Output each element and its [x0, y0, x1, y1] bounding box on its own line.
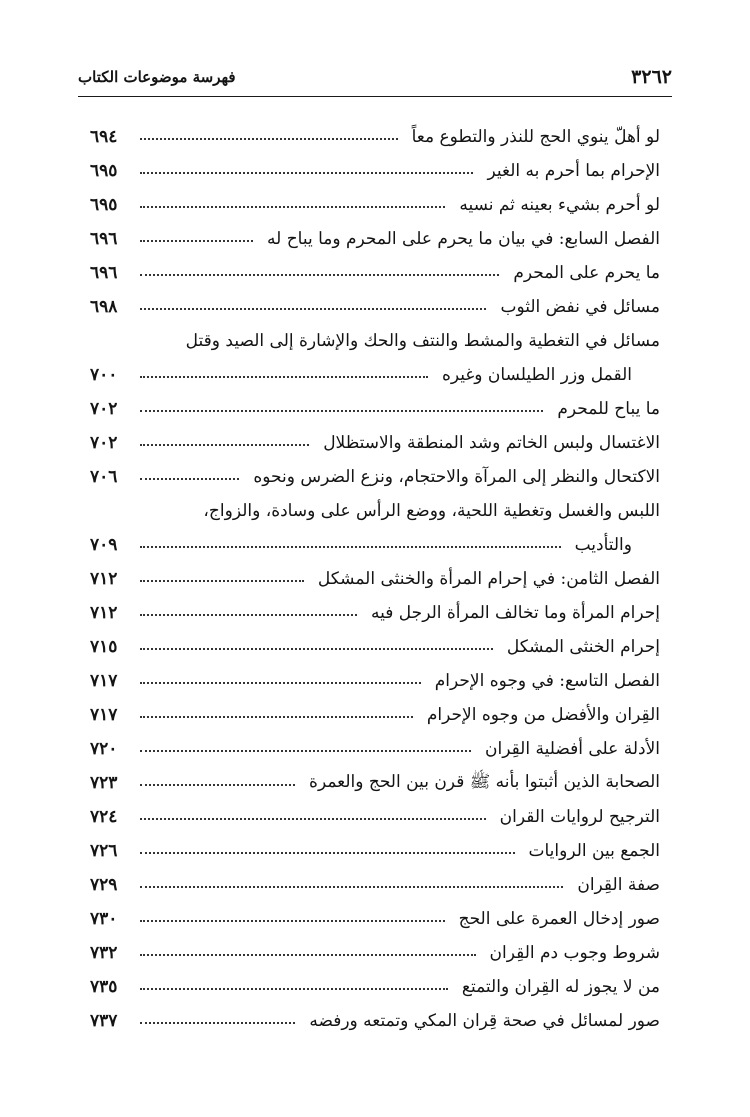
toc-entry — [90, 868, 660, 902]
toc-entry-page: ٦٩٤ — [90, 127, 118, 147]
toc-entry-title: الإحرام بما أحرم به الغير — [487, 161, 660, 181]
toc-entry — [90, 970, 660, 1004]
dot-leader — [140, 580, 304, 582]
toc-entry-page: ٦٩٦ — [90, 263, 118, 283]
toc-entry — [90, 834, 660, 868]
toc-entry-title: اللبس والغسل وتغطية اللحية، ووضع الرأس على وسادة، والزواج، — [203, 501, 660, 521]
toc-entry-continuation — [90, 528, 632, 562]
toc-entry — [90, 154, 660, 188]
toc-entry-title: والتأديب — [574, 535, 632, 555]
toc-entry-title: القمل وزر الطيلسان وغيره — [442, 365, 632, 385]
dot-leader — [140, 1022, 295, 1024]
toc-entry-page: ٧٣٥ — [90, 977, 118, 997]
dot-leader — [140, 818, 486, 820]
toc-entry-title: صفة القِران — [577, 875, 660, 895]
dot-leader — [140, 444, 309, 446]
toc-entry — [90, 732, 660, 766]
dot-leader — [140, 138, 398, 140]
toc-entry-page: ٧٣٠ — [90, 909, 118, 929]
toc-entry — [90, 630, 660, 664]
dot-leader — [140, 240, 253, 242]
toc-entry — [90, 256, 660, 290]
dot-leader — [140, 274, 499, 276]
toc-entry — [90, 902, 660, 936]
toc-entry — [90, 120, 660, 154]
toc-entry-page: ٧٠٢ — [90, 399, 118, 419]
toc-entry-page: ٦٩٥ — [90, 161, 118, 181]
toc-entry-page: ٧٢٦ — [90, 841, 118, 861]
toc-entry-page: ٧١٧ — [90, 705, 118, 725]
toc-entry-page: ٧٠٦ — [90, 467, 118, 487]
toc-entry-title: إحرام المرأة وما تخالف المرأة الرجل فيه — [371, 603, 660, 623]
toc-entry-page: ٧٢٣ — [90, 773, 118, 793]
toc-entry — [90, 392, 660, 426]
toc-entry-page: ٧٠٩ — [90, 535, 118, 555]
dot-leader — [140, 852, 515, 854]
dot-leader — [140, 410, 543, 412]
running-title: فهرسة موضوعات الكتاب — [78, 68, 236, 86]
toc-entry — [90, 698, 660, 732]
toc-entry — [90, 800, 660, 834]
toc-entry-title: لو أحرم بشيء بعينه ثم نسيه — [459, 195, 660, 215]
toc-entry-page: ٧٢٩ — [90, 875, 118, 895]
toc-entry-page: ٧٣٧ — [90, 1011, 118, 1031]
toc-entry-continuation — [90, 358, 632, 392]
toc-entry — [90, 426, 660, 460]
toc-entry-title: صور إدخال العمرة على الحج — [458, 909, 660, 929]
toc-entry — [90, 596, 660, 630]
toc-entry-title: الفصل الثامن: في إحرام المرأة والخنثى المشكل — [317, 569, 660, 589]
toc-entry-title: ما يباح للمحرم — [557, 399, 660, 419]
toc-entry-title: مسائل في التغطية والمشط والنتف والحك والإشارة إلى الصيد وقتل — [185, 331, 660, 351]
toc-entry-page: ٧١٧ — [90, 671, 118, 691]
toc-entry — [90, 664, 660, 698]
toc-entry-title: صور لمسائل في صحة قِران المكي وتمتعه ورفضه — [309, 1011, 660, 1031]
toc-entry — [90, 222, 660, 256]
dot-leader — [140, 886, 563, 888]
toc-entry-title: من لا يجوز له القِران والتمتع — [461, 977, 660, 997]
toc-entry — [90, 936, 660, 970]
dot-leader — [140, 648, 493, 650]
toc-entry-page: ٧١٢ — [90, 569, 118, 589]
toc-entry-page: ٦٩٥ — [90, 195, 118, 215]
dot-leader — [140, 376, 428, 378]
dot-leader — [140, 988, 448, 990]
dot-leader — [140, 546, 561, 548]
toc-entry-title: مسائل في نفض الثوب — [500, 297, 660, 317]
dot-leader — [140, 172, 473, 174]
toc-entry — [90, 188, 660, 222]
toc-entry — [90, 1004, 660, 1038]
dot-leader — [140, 308, 486, 310]
toc-entry — [90, 562, 660, 596]
page-number: ٣٢٦٢ — [631, 66, 672, 88]
dot-leader — [140, 716, 413, 718]
toc-entry-title: الأدلة على أفضلية القِران — [485, 739, 660, 759]
toc-entry-page: ٧٢٠ — [90, 739, 118, 759]
toc-entry — [90, 290, 660, 324]
toc-entry-first-line — [90, 324, 660, 358]
toc-entry-title: إحرام الخنثى المشكل — [506, 637, 660, 657]
toc-entry-page: ٧٠٢ — [90, 433, 118, 453]
toc-entry-title: الاغتسال ولبس الخاتم وشد المنطقة والاستظلال — [323, 433, 660, 453]
toc-entry-title: شروط وجوب دم القِران — [489, 943, 660, 963]
toc-entry-title: الترجيح لروايات القران — [499, 807, 660, 827]
toc-entry-title: الصحابة الذين أثبتوا بأنه ﷺ قرن بين الحج والعمرة — [309, 771, 660, 792]
toc-entry — [90, 766, 660, 800]
toc-entry-page: ٧٠٠ — [90, 365, 118, 385]
dot-leader — [140, 682, 421, 684]
toc-entry-title: ما يحرم على المحرم — [513, 263, 660, 283]
toc-entry-page: ٦٩٨ — [90, 297, 118, 317]
dot-leader — [140, 920, 445, 922]
toc-entry-first-line — [90, 494, 660, 528]
dot-leader — [140, 750, 471, 752]
dot-leader — [140, 614, 357, 616]
toc-entry-title: الفصل التاسع: في وجوه الإحرام — [434, 671, 660, 691]
toc-entry-title: الاكتحال والنظر إلى المرآة والاحتجام، ونزع الضرس ونحوه — [253, 467, 660, 487]
toc-entry-title: الجمع بين الروايات — [528, 841, 660, 861]
dot-leader — [140, 478, 239, 480]
header-rule — [78, 96, 672, 97]
dot-leader — [140, 206, 445, 208]
toc-entry-page: ٧٢٤ — [90, 807, 118, 827]
toc-entry-page: ٧١٢ — [90, 603, 118, 623]
running-head — [78, 62, 672, 92]
toc-entry-title: القِران والأفضل من وجوه الإحرام — [426, 705, 660, 725]
toc-entry — [90, 460, 660, 494]
dot-leader — [140, 784, 295, 786]
toc-entry-page: ٧١٥ — [90, 637, 118, 657]
toc-entry-page: ٦٩٦ — [90, 229, 118, 249]
dot-leader — [140, 954, 476, 956]
toc-entry-title: الفصل السابع: في بيان ما يحرم على المحرم وما يباح له — [267, 229, 660, 249]
toc-entry-title: لو أهلّ ينوي الحج للنذر والتطوع معاً — [411, 127, 660, 147]
toc-entry-page: ٧٣٢ — [90, 943, 118, 963]
